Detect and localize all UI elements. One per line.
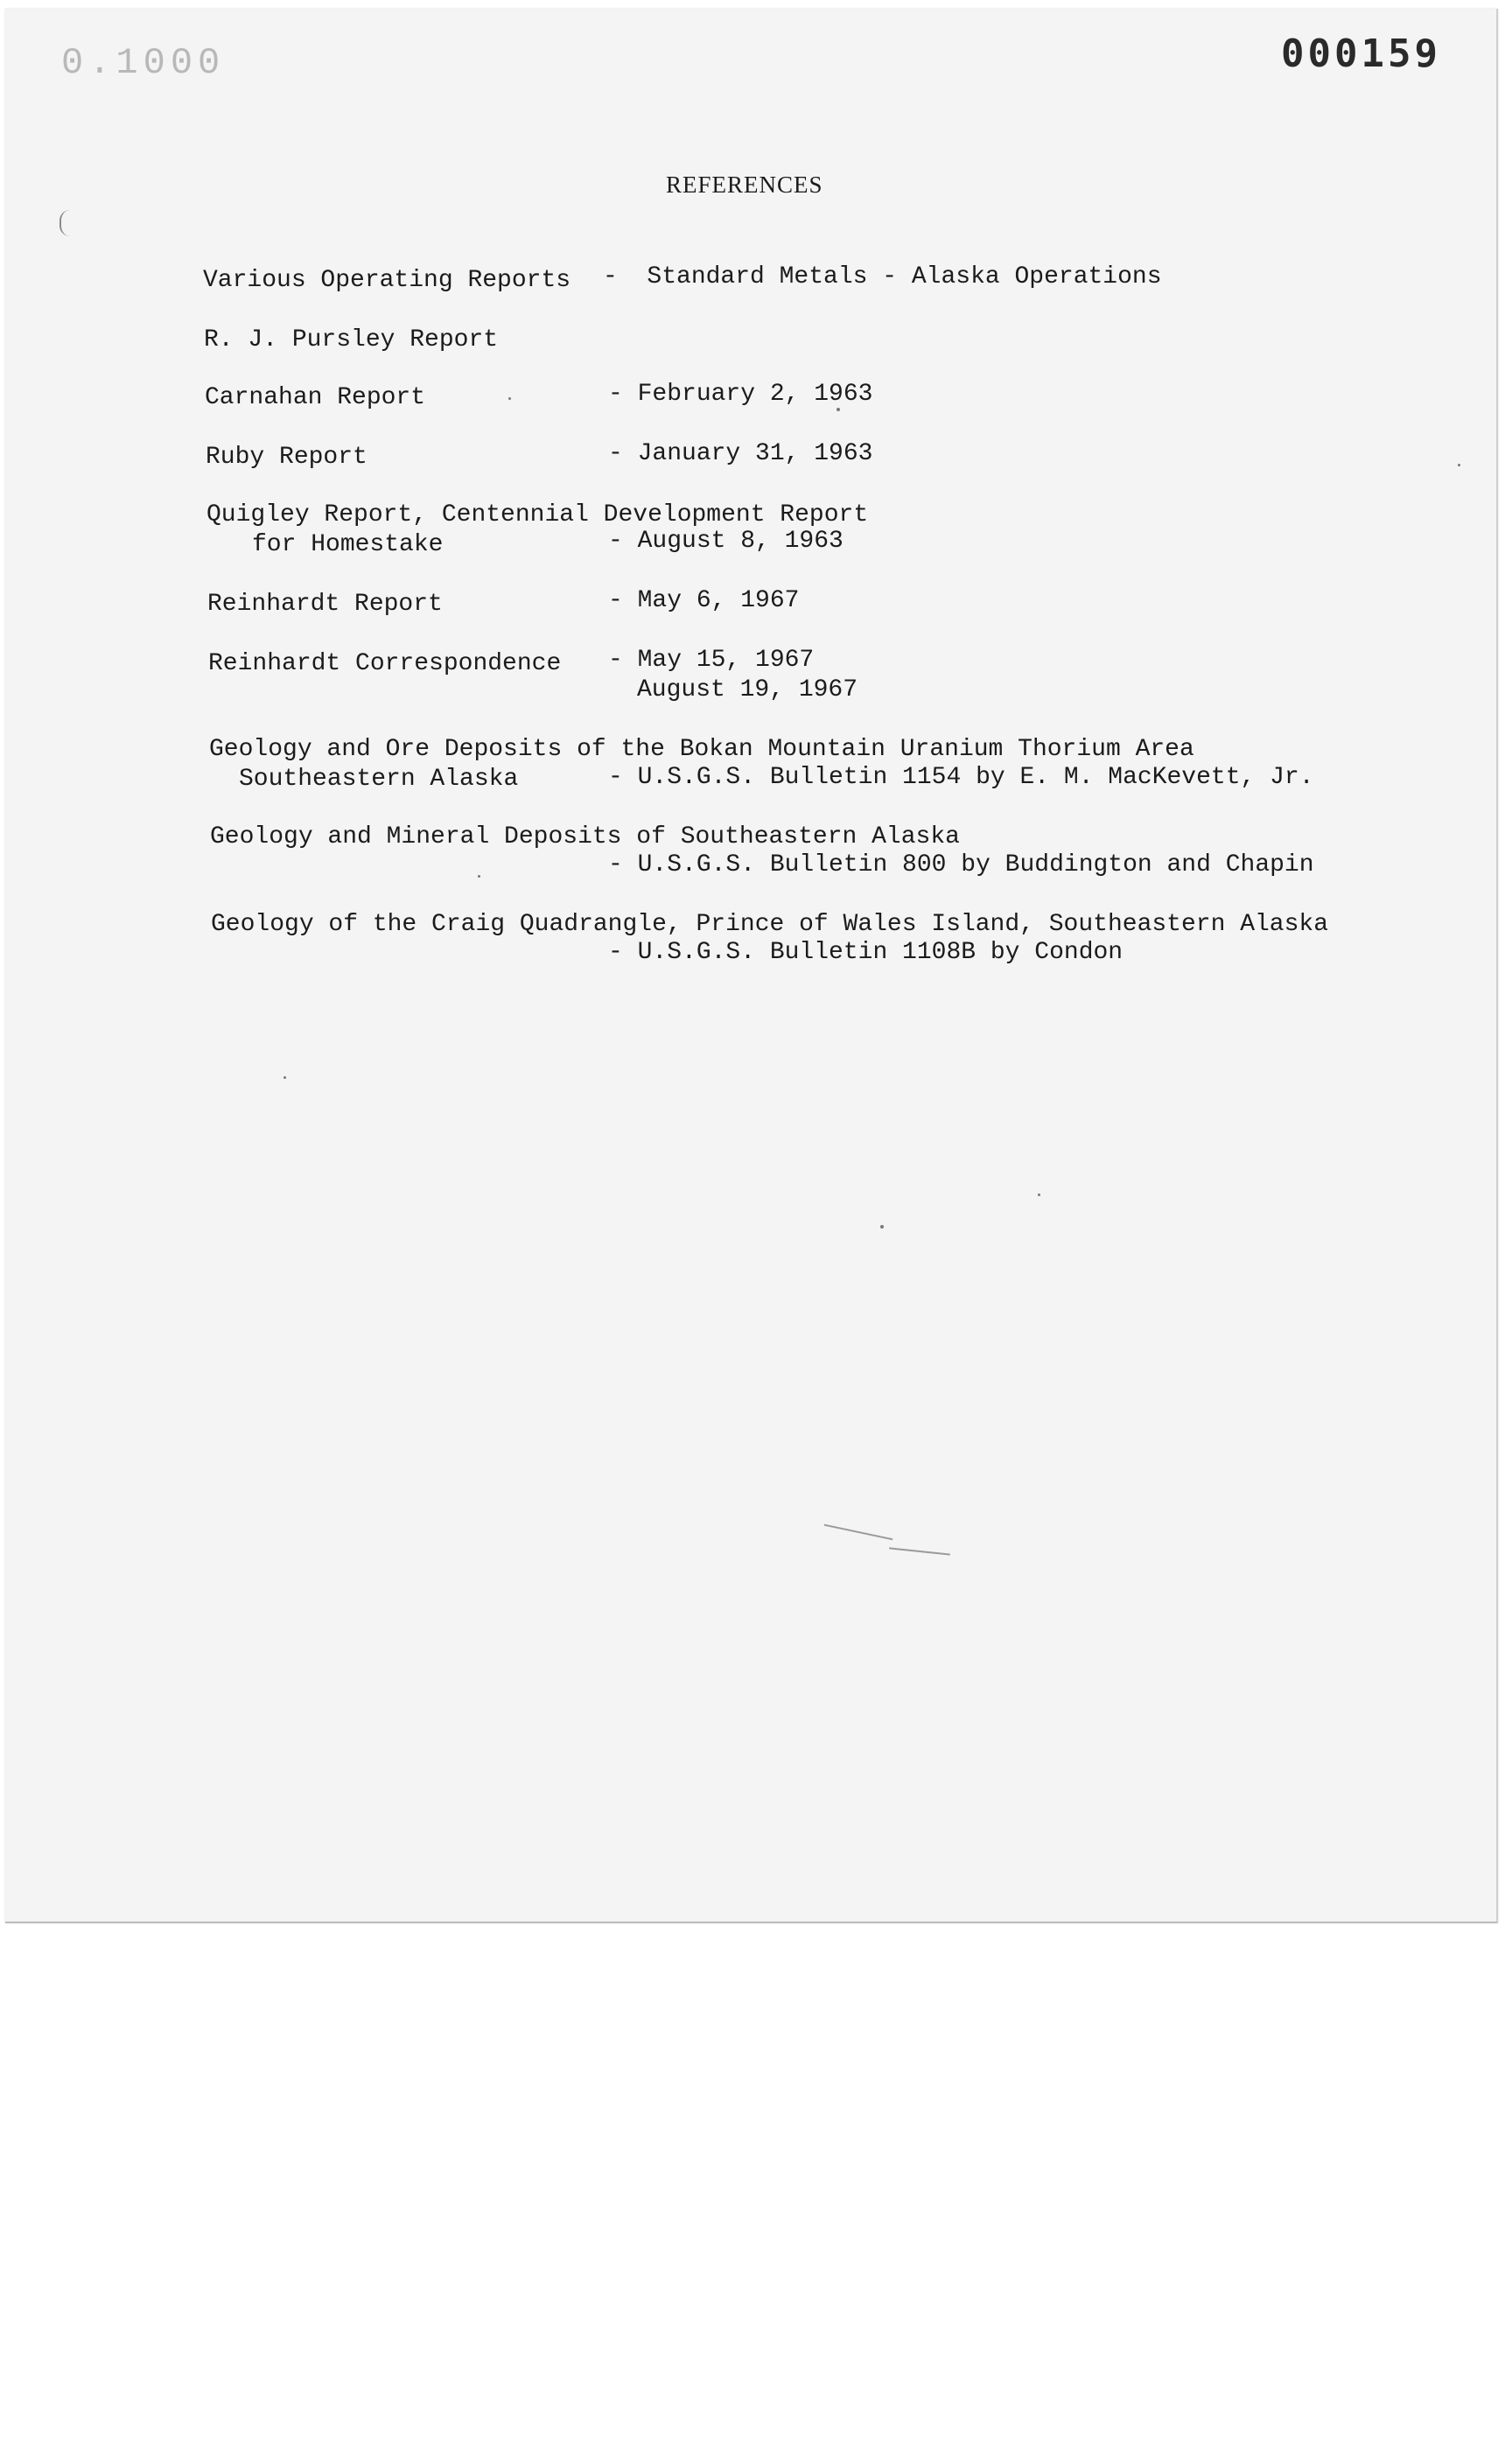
ref-operating-reports-source: - Standard Metals - Alaska Operations bbox=[603, 263, 1162, 290]
ref-carnahan-date: - February 2, 1963 bbox=[608, 381, 873, 408]
page-title: REFERENCES bbox=[666, 172, 823, 198]
ref-mineral-deposits-source: - U.S.G.S. Bulletin 800 by Buddington and Chapin bbox=[608, 851, 1314, 878]
document-page bbox=[5, 9, 1498, 1923]
ref-reinhardt-report-date: - May 6, 1967 bbox=[608, 587, 800, 614]
scan-speck bbox=[836, 408, 840, 411]
page-stamp-number: 000159 bbox=[1281, 32, 1441, 76]
ref-reinhardt-correspondence-title: Reinhardt Correspondence bbox=[208, 650, 562, 677]
ref-mineral-deposits-title: Geology and Mineral Deposits of Southeastern Alaska bbox=[210, 823, 960, 850]
ref-bokan-source: - U.S.G.S. Bulletin 1154 by E. M. MacKevett, Jr. bbox=[608, 764, 1314, 791]
ref-bokan-title: Geology and Ore Deposits of the Bokan Mountain Uranium Thorium Area bbox=[209, 736, 1194, 763]
ref-reinhardt-correspondence-date-2: August 19, 1967 bbox=[637, 676, 858, 704]
ref-ruby-title: Ruby Report bbox=[206, 444, 368, 471]
ref-reinhardt-report-title: Reinhardt Report bbox=[207, 591, 443, 618]
ref-craig-title: Geology of the Craig Quadrangle, Prince of Wales Island, Southeastern Alaska bbox=[211, 911, 1329, 938]
faint-stamp-number: 0.1000 bbox=[61, 42, 226, 84]
ref-reinhardt-correspondence-date-1: - May 15, 1967 bbox=[608, 647, 815, 674]
ref-pursley-title: R. J. Pursley Report bbox=[204, 326, 499, 354]
scan-mark bbox=[60, 210, 77, 236]
ref-ruby-date: - January 31, 1963 bbox=[608, 440, 873, 467]
ref-craig-source: - U.S.G.S. Bulletin 1108B by Condon bbox=[608, 939, 1124, 966]
scan-speck bbox=[508, 397, 511, 400]
scan-speck bbox=[478, 875, 480, 878]
scan-mark bbox=[889, 1547, 950, 1555]
scan-speck bbox=[1458, 464, 1460, 466]
scan-mark bbox=[824, 1524, 893, 1541]
scan-speck bbox=[284, 1076, 286, 1079]
ref-quigley-date: - August 8, 1963 bbox=[608, 528, 844, 555]
ref-operating-reports-title: Various Operating Reports bbox=[203, 267, 571, 294]
scan-speck bbox=[880, 1225, 884, 1228]
ref-carnahan-title: Carnahan Report bbox=[205, 384, 426, 411]
ref-quigley-title: Quigley Report, Centennial Development Report bbox=[206, 501, 869, 528]
ref-quigley-subtitle: for Homestake bbox=[252, 531, 444, 558]
ref-bokan-subtitle: Southeastern Alaska bbox=[239, 766, 519, 793]
scan-speck bbox=[1038, 1194, 1040, 1196]
